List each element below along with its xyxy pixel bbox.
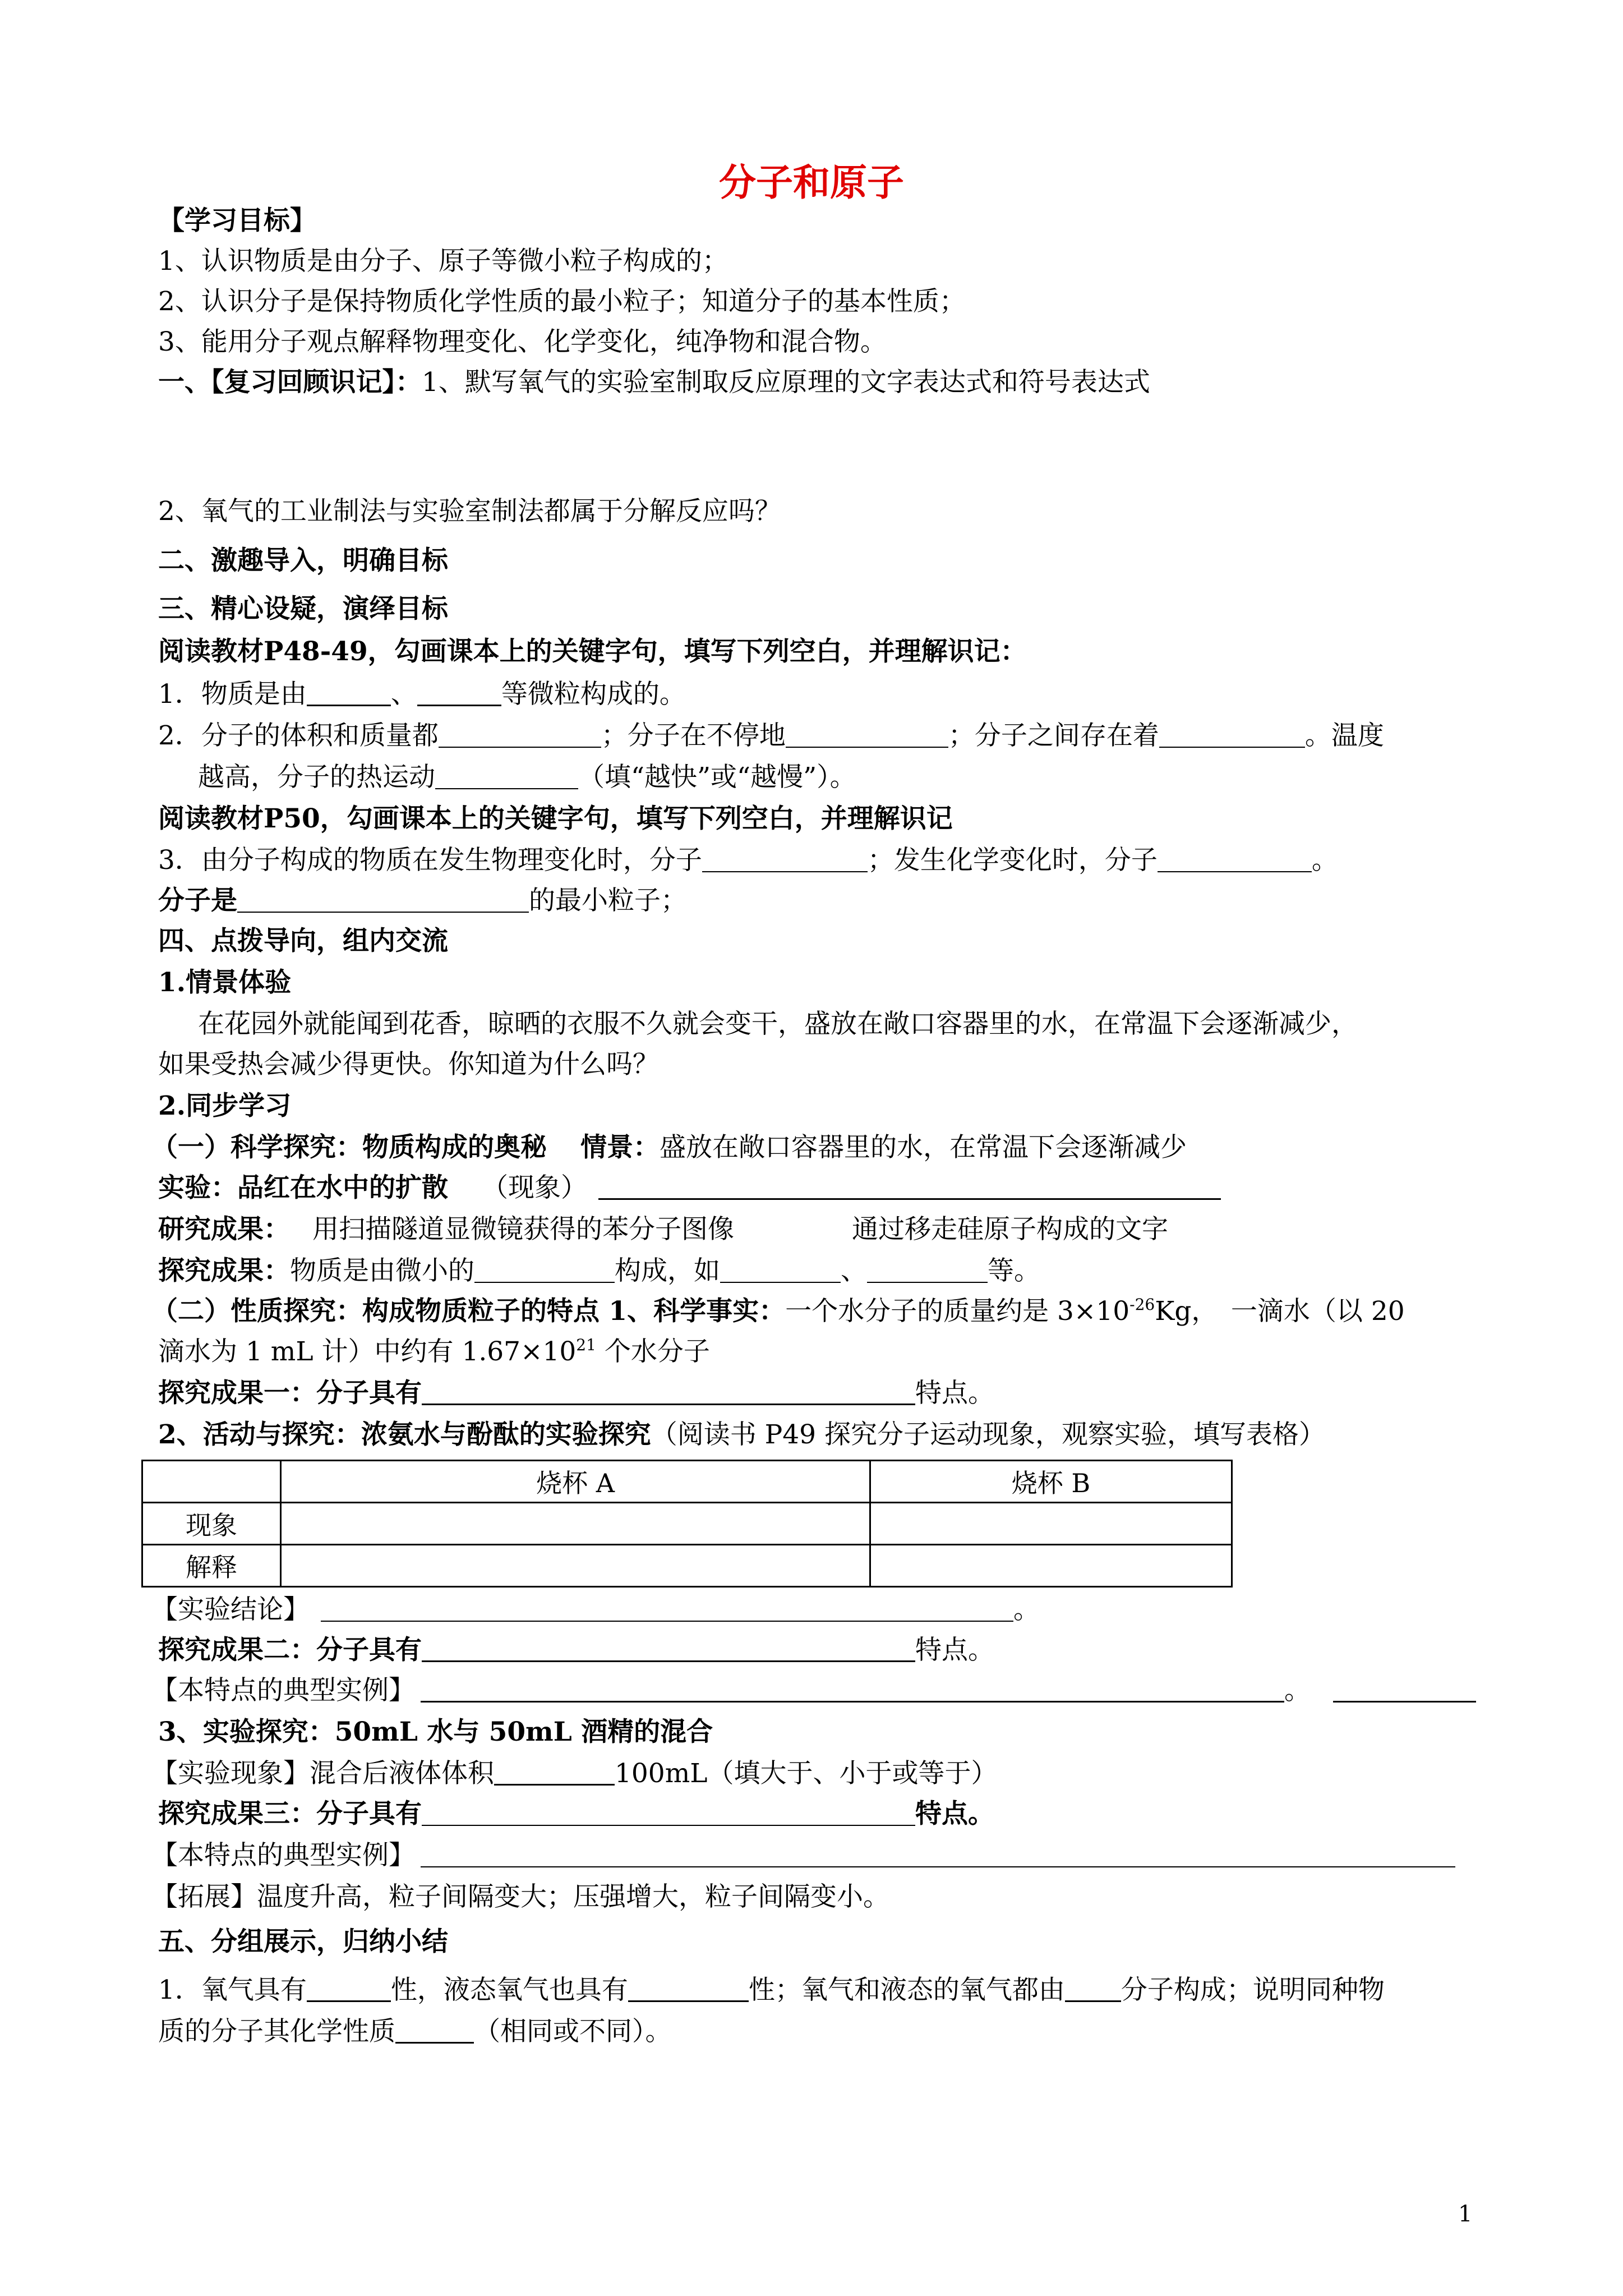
review-heading: 一、【复习回顾识记】： [158,367,422,398]
blank[interactable] [321,1596,1013,1622]
phenomenon-3-line: 【实验现象】混合后液体体积 100mL（填大于、小于或等于） [151,1758,998,1789]
blank[interactable] [435,763,578,789]
page-number: 1 [1458,2201,1473,2227]
fill-line-1: 1．物质是由 、 等微粒构成的。 [158,679,686,710]
inquiry-result-1: 探究成果一：分子具有 特点。 [158,1378,994,1409]
blank[interactable] [1159,722,1305,748]
section-5-heading: 五、分组展示，归纳小结 [158,1926,448,1957]
blank[interactable] [786,722,948,748]
blank[interactable] [422,1636,915,1662]
scenario-text-1: 在花园外就能闻到花香，晾晒的衣服不久就会变干，盛放在敞口容器里的水，在常温下会逐渐减少， [198,1009,1358,1039]
blank[interactable] [307,680,391,706]
summary-line-1: 1．氧气具有 性，液态氧气也具有 性；氧气和液态的氧气都由 分子构成；说明同种物 [158,1975,1385,2005]
objectives-heading: 【学习目标】 [158,205,316,236]
blank[interactable] [702,846,868,872]
inquiry-result-line: 探究成果：物质是由微小的 构成，如 、 等。 [158,1255,1040,1286]
reading-instruction-2: 阅读教材P50，勾画课本上的关键字句，填写下列空白，并理解识记 [158,803,953,834]
inquiry-1-line: （一）科学探究：物质构成的奥秘 情景：盛放在敞口容器里的水，在常温下会逐渐减少 [151,1132,1187,1163]
extension-line: 【拓展】温度升高，粒子间隔变大；压强增大，粒子间隔变小。 [151,1881,889,1912]
subsection-sync: 2.同步学习 [158,1091,292,1121]
summary-line-2: 质的分子其化学性质 （相同或不同）。 [158,2016,672,2047]
inquiry-result-3: 探究成果三：分子具有 特点。 [158,1798,994,1829]
section-4-heading: 四、点拨导向，组内交流 [158,926,448,956]
scenario-text-2: 如果受热会减少得更快。你知道为什么吗？ [158,1049,659,1080]
blank[interactable] [474,1257,615,1283]
blank[interactable] [422,1379,915,1405]
objective-3: 3、能用分子观点解释物理变化、化学变化，纯净物和混合物。 [158,326,887,357]
col-header-beaker-a: 烧杯 A [281,1461,870,1503]
blank[interactable] [439,722,601,748]
blank[interactable] [494,1759,615,1786]
section-3-heading: 三、精心设疑，演绎目标 [158,593,448,624]
fill-line-2-cont: 越高，分子的热运动 （填“越快”或“越慢”）。 [198,762,856,793]
table-cell[interactable] [870,1545,1232,1587]
review-q1: 1、默写氧气的实验室制取反应原理的文字表达式和符号表达式 [422,367,1150,398]
reading-instruction-1: 阅读教材P48-49，勾画课本上的关键字句，填写下列空白，并理解识记： [158,636,1027,667]
blank[interactable] [417,680,501,706]
blank[interactable] [395,2017,474,2044]
example-line-2: 【本特点的典型实例】 。 [151,1673,1476,1709]
row-label-phenomenon: 现象 [142,1503,281,1545]
blank[interactable] [421,1842,1455,1867]
fill-line-2: 2．分子的体积和质量都 ；分子在不停地 ；分子之间存在着 。温度 [158,720,1384,751]
fill-line-4: 分子是 的最小粒子； [158,885,687,916]
col-header-beaker-b: 烧杯 B [870,1461,1232,1503]
experiment-1-line: 实验：品红在水中的扩散 （现象） [158,1170,1221,1206]
experiment-table [141,1460,1233,1588]
blank[interactable] [628,1976,749,2002]
activity-2-line: 2、活动与探究：浓氨水与酚酞的实验探究（阅读书 P49 探究分子运动现象，观察实验，填写表格） [158,1419,1326,1450]
objective-2: 2、认识分子是保持物质化学性质的最小粒子；知道分子的基本性质； [158,286,966,317]
experiment-3-heading: 3、实验探究：50mL 水与 50mL 酒精的混合 [158,1717,713,1747]
blank[interactable] [1065,1976,1121,2002]
property-inquiry-cont: 滴水为 1 mL 计）中约有 $1.67\times 10^{21}$ 个水分子 [158,1336,710,1367]
table-cell[interactable] [870,1503,1232,1545]
objective-1: 1、认识物质是由分子、原子等微小粒子构成的； [158,246,728,277]
page-title: 分子和原子 [719,161,904,204]
review-line [158,365,1150,401]
blank[interactable] [1333,1676,1476,1703]
blank[interactable] [237,887,529,913]
blank[interactable] [422,1800,915,1826]
conclusion-line: 【实验结论】 。 [151,1594,1040,1625]
blank[interactable] [720,1257,841,1283]
blank[interactable] [1158,846,1312,872]
blank[interactable] [867,1257,988,1283]
research-result-line: 研究成果： 用扫描隧道显微镜获得的苯分子图像 通过移走硅原子构成的文字 [158,1214,1168,1245]
subsection-scenario: 1.情景体验 [158,967,292,998]
fill-line-3: 3．由分子构成的物质在发生物理变化时，分子 ；发生化学变化时，分子 。 [158,845,1338,876]
table-cell[interactable] [281,1545,870,1587]
blank[interactable] [307,1976,391,2002]
section-2-heading: 二、激趣导入，明确目标 [158,545,448,576]
property-inquiry-line: （二）性质探究：构成物质粒子的特点 1、科学事实：一个水分子的质量约是 $3\times 10^{-26}Kg$， 一滴水（以 20 [151,1295,1405,1327]
inquiry-result-2: 探究成果二：分子具有 特点。 [158,1635,994,1665]
row-label-explanation: 解释 [142,1545,281,1587]
table-cell[interactable] [281,1503,870,1545]
blank[interactable] [598,1174,1221,1200]
review-q2: 2、氧气的工业制法与实验室制法都属于分解反应吗？ [158,496,781,527]
blank[interactable] [421,1676,1284,1703]
example-line-3: 【本特点的典型实例】 [151,1838,1455,1874]
